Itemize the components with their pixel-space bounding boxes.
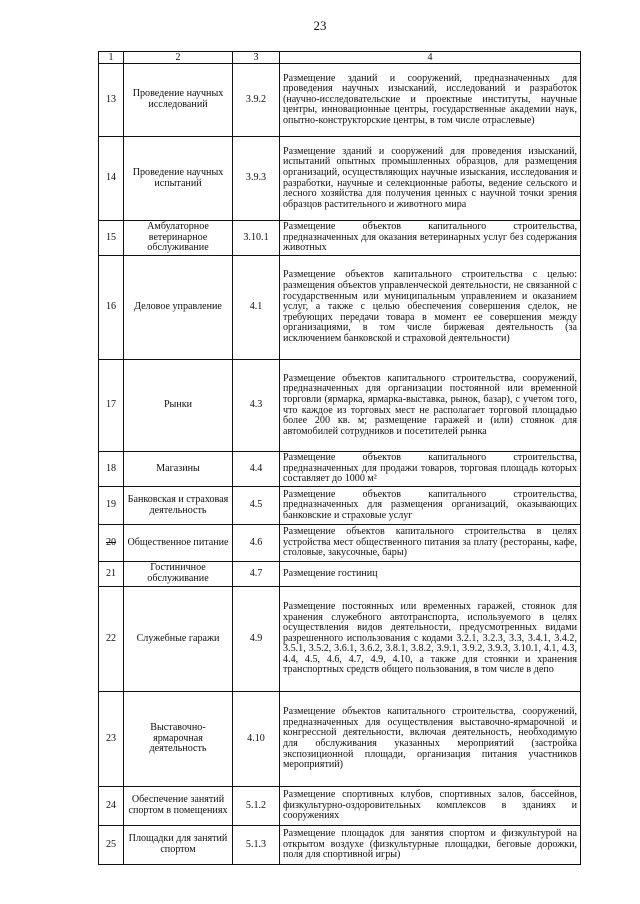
row-number: 18 (99, 452, 124, 487)
row-number: 22 (99, 587, 124, 692)
row-code: 4.5 (233, 487, 280, 525)
table-row (99, 487, 581, 525)
table-row (99, 452, 581, 487)
row-description: Размещение площадок для занятия спортом и физкультурой на открытом воздухе (физкультурные площадки, беговые дорожки, поля для спортивной игры) (280, 826, 581, 865)
table-row (99, 692, 581, 787)
table-row (99, 360, 581, 452)
row-number: 15 (99, 221, 124, 256)
row-number: 21 (99, 562, 124, 587)
header-cell-2: 2 (124, 52, 233, 64)
row-number: 24 (99, 787, 124, 826)
row-code: 5.1.2 (233, 787, 280, 826)
row-name: Гостиничное обслуживание (124, 562, 233, 587)
row-number: 14 (99, 137, 124, 221)
row-description: Размещение зданий и сооружений, предназначенных для проведения научных изысканий, исследований и разработок (научно-исследовательские и проектные институты, научные центры, инновационные центры, государственные академии наук, опытно-конструкторские центры, в том числе отраслевые) (280, 64, 581, 137)
row-code: 4.1 (233, 256, 280, 360)
row-name: Обеспечение занятий спортом в помещениях (124, 787, 233, 826)
row-description: Размещение объектов капитального строительства с целью: размещения объектов управленческой деятельности, не связанной с государственным или муниципальным управлением и оказанием услуг, а также с целью обеспечения совершения сделок, не требующих передачи товара в момент ее совершения между организациями, в том числе биржевая деятельность (за исключением банковской и страховой деятельности) (280, 256, 581, 360)
row-code: 4.4 (233, 452, 280, 487)
row-code: 4.10 (233, 692, 280, 787)
row-name: Проведение научных испытаний (124, 137, 233, 221)
header-cell-3: 3 (233, 52, 280, 64)
row-code: 4.7 (233, 562, 280, 587)
row-number: 25 (99, 826, 124, 865)
row-code: 4.6 (233, 525, 280, 562)
row-number (99, 525, 124, 562)
row-code: 4.3 (233, 360, 280, 452)
table-row (99, 787, 581, 826)
row-description: Размещение объектов капитального строительства, предназначенных для продажи товаров, торговая площадь которых составляет до 1000 м² (280, 452, 581, 487)
row-number-struck-text: 20 (105, 536, 117, 548)
row-number: 13 (99, 64, 124, 137)
page-number: 23 (313, 18, 327, 33)
table-row (99, 587, 581, 692)
row-name: Банковская и страховая деятельность (124, 487, 233, 525)
row-description: Размещение объектов капитального строительства, предназначенных для оказания ветеринарных услуг без содержания животных (280, 221, 581, 256)
row-name: Проведение научных исследований (124, 64, 233, 137)
table-row (99, 562, 581, 587)
row-description: Размещение объектов капитального строительства, сооружений, предназначенных для организации постоянной или временной торговли (ярмарка, ярмарка-выставка, рынок, базар), с учетом того, что каждое из торговых мест не располагает торговой площадью более 200 кв. м; размещение гаражей и (или) стоянок для автомобилей сотрудников и посетителей рынка (280, 360, 581, 452)
row-code: 4.9 (233, 587, 280, 692)
row-code: 3.9.3 (233, 137, 280, 221)
row-number: 23 (99, 692, 124, 787)
table-row (99, 256, 581, 360)
row-number: 19 (99, 487, 124, 525)
table-row (99, 826, 581, 865)
row-name: Выставочно-ярмарочная деятельность (124, 692, 233, 787)
table-header-row (99, 52, 581, 64)
table-row (99, 137, 581, 221)
row-name: Служебные гаражи (124, 587, 233, 692)
land-use-table (98, 51, 581, 865)
row-code: 3.9.2 (233, 64, 280, 137)
header-cell-1: 1 (99, 52, 124, 64)
row-name: Рынки (124, 360, 233, 452)
row-description: Размещение спортивных клубов, спортивных залов, бассейнов, физкультурно-оздоровительных комплексов в зданиях и сооружениях (280, 787, 581, 826)
row-number: 17 (99, 360, 124, 452)
row-name: Общественное питание (124, 525, 233, 562)
table-row (99, 221, 581, 256)
row-code: 5.1.3 (233, 826, 280, 865)
row-description: Размещение объектов капитального строительства, предназначенных для размещения организаций, оказывающих банковские и страховые услуг (280, 487, 581, 525)
table-row (99, 525, 581, 562)
row-description: Размещение зданий и сооружений для проведения изысканий, испытаний опытных промышленных образцов, для размещения организаций, осуществляющих научные изыскания, исследования и разработки, научные и селекционные работы, ведение сельского и лесного хозяйства для получения ценных с научной точки зрения образцов растительного и животного мира (280, 137, 581, 221)
row-number: 16 (99, 256, 124, 360)
row-name: Деловое управление (124, 256, 233, 360)
row-description: Размещение постоянных или временных гаражей, стоянок для хранения служебного автотранспорта, используемого в целях осуществления видов деятельности, предусмотренных видами разрешенного использования с кодами 3.2.1, 3.2.3, 3.3, 3.4.1, 3.4.2, 3.5.1, 3.5.2, 3.6.1, 3.6.2, 3.8.1, 3.8.2, 3.9.1, 3.9.2, 3.9.3, 3.10.1, 4.1, 4.3, 4.4, 4.5, 4.6, 4.7, 4.9, 4.10, а также для стоянки и хранения транспортных средств общего пользования, в том числе в депо (280, 587, 581, 692)
row-description: Размещение объектов капитального строительства в целях устройства мест общественного питания за плату (рестораны, кафе, столовые, закусочные, бары) (280, 525, 581, 562)
row-name: Магазины (124, 452, 233, 487)
row-description: Размещение гостиниц (280, 562, 581, 587)
row-name: Площадки для занятий спортом (124, 826, 233, 865)
row-name: Амбулаторное ветеринарное обслуживание (124, 221, 233, 256)
row-description: Размещение объектов капитального строительства, сооружений, предназначенных для осуществления выставочно-ярмарочной и конгрессной деятельности, включая деятельность, необходимую для обслуживания указанных мероприятий (застройка экспозиционной площади, организация питания участников мероприятий) (280, 692, 581, 787)
row-code: 3.10.1 (233, 221, 280, 256)
table-row (99, 64, 581, 137)
header-cell-4: 4 (280, 52, 581, 64)
